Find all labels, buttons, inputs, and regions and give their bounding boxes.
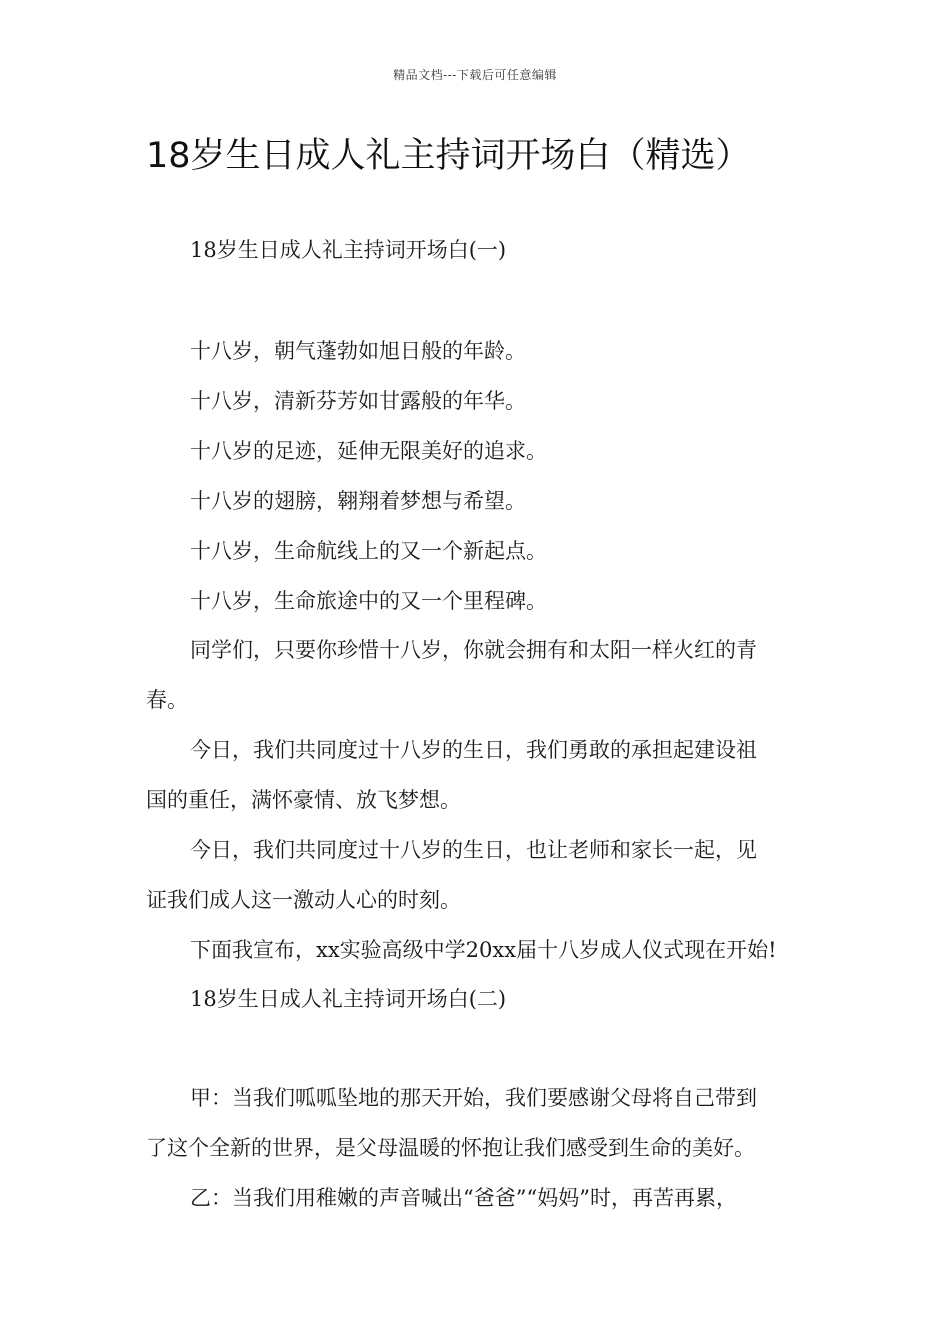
paragraph-line: 甲：当我们呱呱坠地的那天开始，我们要感谢父母将自己带到	[190, 1086, 757, 1110]
paragraph-line: 春。	[146, 688, 188, 712]
paragraph-line: 十八岁的足迹，延伸无限美好的追求。	[190, 439, 547, 463]
paragraph-line: 同学们，只要你珍惜十八岁，你就会拥有和太阳一样火红的青	[190, 638, 757, 662]
paragraph-line: 十八岁，生命旅途中的又一个里程碑。	[190, 589, 547, 613]
paragraph-line: 下面我宣布，xx实验高级中学20xx届十八岁成人仪式现在开始!	[190, 938, 777, 962]
paragraph-line: 今日，我们共同度过十八岁的生日，也让老师和家长一起，见	[190, 838, 757, 862]
header-note: 精品文档---下载后可任意编辑	[393, 68, 557, 82]
section-heading-2: 18岁生日成人礼主持词开场白(二)	[190, 987, 507, 1011]
paragraph-line: 十八岁，生命航线上的又一个新起点。	[190, 539, 547, 563]
paragraph-line: 今日，我们共同度过十八岁的生日，我们勇敢的承担起建设祖	[190, 738, 757, 762]
paragraph-line: 十八岁的翅膀，翱翔着梦想与希望。	[190, 489, 526, 513]
paragraph-line: 十八岁，清新芬芳如甘露般的年华。	[190, 389, 526, 413]
section-heading-1: 18岁生日成人礼主持词开场白(一)	[190, 238, 507, 262]
page-title: 18岁生日成人礼主持词开场白（精选）	[146, 136, 751, 176]
paragraph-line: 国的重任，满怀豪情、放飞梦想。	[146, 788, 461, 812]
paragraph-line: 证我们成人这一激动人心的时刻。	[146, 888, 461, 912]
paragraph-line: 了这个全新的世界，是父母温暖的怀抱让我们感受到生命的美好。	[146, 1136, 755, 1160]
paragraph-line: 乙：当我们用稚嫩的声音喊出“爸爸”“妈妈”时，再苦再累，	[190, 1186, 737, 1210]
paragraph-line: 十八岁，朝气蓬勃如旭日般的年龄。	[190, 339, 526, 363]
